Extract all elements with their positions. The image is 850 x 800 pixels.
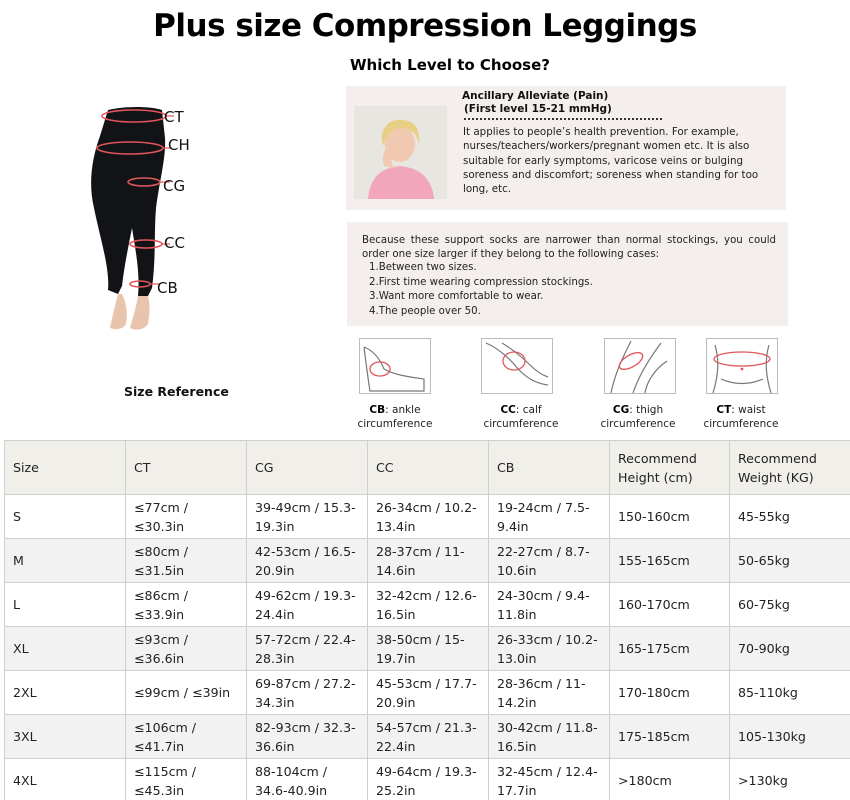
cell-cg: 49-62cm / 19.3-24.4in [247,583,368,627]
header-weight: Recommend Weight (KG) [730,441,850,495]
compression-level-card [346,86,786,210]
cell-cb: 28-36cm / 11-14.2in [489,671,610,715]
level-heading: Ancillary Alleviate (Pain) [462,90,609,102]
ankle-line2: circumference [357,418,433,430]
advice-intro: Because these support socks are narrower than normal stockings, you could order one size larger if they belong to the following cases: [362,235,776,260]
calf-measure-icon [481,338,553,394]
thigh-desc: : thigh [629,404,664,416]
cell-cb: 24-30cm / 9.4-11.8in [489,583,610,627]
table-row [5,495,850,539]
level-description: It applies to people’s health prevention. For example, nurses/teachers/workers/pregnant women etc. It is also suitable for early symptoms, varicose veins or bulging soreness and discomfort; soreness when standing for too long, etc. [463,126,759,196]
table-row [5,539,850,583]
cell-cb: 32-45cm / 12.4-17.7in [489,759,610,800]
size-chart-table [4,440,850,800]
cell-cg: 88-104cm / 34.6-40.9in [247,759,368,800]
header-height: Recommend Height (cm) [610,441,730,495]
cell-cc: 49-64cm / 19.3-25.2in [368,759,489,800]
cell-height: 165-175cm [610,627,730,671]
header-cb: CB [489,441,610,495]
table-row [5,715,850,759]
table-row [5,627,850,671]
cell-cb: 26-33cm / 10.2-13.0in [489,627,610,671]
level-subheading: (First level 15-21 mmHg) [464,103,612,115]
cell-size: 3XL [5,715,126,759]
header-cg: CG [247,441,368,495]
ankle-code: CB [369,404,386,416]
size-reference-label: Size Reference [124,384,229,399]
cell-cc: 26-34cm / 10.2-13.4in [368,495,489,539]
cell-size: L [5,583,126,627]
cell-ct: ≤115cm / ≤45.3in [126,759,247,800]
leggings-figure [70,98,210,338]
thigh-caption [578,403,698,431]
table-row [5,583,850,627]
advice-item: 1.Between two sizes. [369,262,477,273]
cell-cg: 82-93cm / 32.3-36.6in [247,715,368,759]
cell-ct: ≤77cm / ≤30.3in [126,495,247,539]
cell-height: 170-180cm [610,671,730,715]
label-cc: CC [164,234,185,252]
waist-line2: circumference [703,418,779,430]
table-row [5,759,850,800]
cell-cg: 42-53cm / 16.5-20.9in [247,539,368,583]
cell-cc: 54-57cm / 21.3-22.4in [368,715,489,759]
cell-cg: 69-87cm / 27.2-34.3in [247,671,368,715]
cell-weight: >130kg [730,759,850,800]
header-cc: CC [368,441,489,495]
table-row [5,671,850,715]
thigh-line2: circumference [600,418,676,430]
cell-height: 160-170cm [610,583,730,627]
ankle-desc: : ankle [385,404,421,416]
dotted-divider [464,118,662,120]
woman-headache-photo [354,106,447,199]
ankle-caption [335,403,455,431]
cell-weight: 50-65kg [730,539,850,583]
cell-cc: 45-53cm / 17.7-20.9in [368,671,489,715]
page-title: Plus size Compression Leggings [153,8,697,44]
calf-caption [461,403,581,431]
thigh-code: CG [612,404,630,416]
advice-item: 3.Want more comfortable to wear. [369,291,544,302]
cell-height: >180cm [610,759,730,800]
cell-cg: 39-49cm / 15.3-19.3in [247,495,368,539]
cell-size: M [5,539,126,583]
cell-weight: 85-110kg [730,671,850,715]
waist-desc: : waist [731,404,766,416]
thigh-measure-icon [604,338,676,394]
cell-cc: 38-50cm / 15-19.7in [368,627,489,671]
cell-weight: 70-90kg [730,627,850,671]
cell-cc: 32-42cm / 12.6-16.5in [368,583,489,627]
cell-cb: 19-24cm / 7.5-9.4in [489,495,610,539]
cell-size: 2XL [5,671,126,715]
cell-ct: ≤86cm / ≤33.9in [126,583,247,627]
cell-height: 150-160cm [610,495,730,539]
advice-item: 4.The people over 50. [369,305,481,317]
cell-size: XL [5,627,126,671]
cell-cg: 57-72cm / 22.4-28.3in [247,627,368,671]
cell-height: 155-165cm [610,539,730,583]
header-size: Size [5,441,126,495]
advice-list [369,261,593,319]
label-ch: CH [168,136,190,154]
cell-weight: 60-75kg [730,583,850,627]
calf-code: CC [500,404,516,416]
cell-weight: 105-130kg [730,715,850,759]
ankle-measure-icon [359,338,431,394]
cell-cc: 28-37cm / 11-14.6in [368,539,489,583]
waist-caption [681,403,801,431]
cell-ct: ≤80cm / ≤31.5in [126,539,247,583]
cell-ct: ≤106cm / ≤41.7in [126,715,247,759]
waist-measure-icon [706,338,778,394]
page-subtitle: Which Level to Choose? [349,56,550,74]
cell-cb: 22-27cm / 8.7-10.6in [489,539,610,583]
cell-cb: 30-42cm / 11.8-16.5in [489,715,610,759]
cell-ct: ≤93cm / ≤36.6in [126,627,247,671]
advice-item: 2.First time wearing compression stockings. [369,276,593,288]
cell-weight: 45-55kg [730,495,850,539]
table-header-row [5,441,850,495]
label-ct: CT [164,108,184,126]
calf-line2: circumference [483,418,559,430]
leggings-illustration [70,98,210,338]
sizing-advice-card [347,222,788,326]
cell-size: 4XL [5,759,126,800]
calf-desc: : calf [515,404,542,416]
cell-size: S [5,495,126,539]
header-ct: CT [126,441,247,495]
label-cb: CB [157,279,178,297]
cell-ct: ≤99cm / ≤39in [126,671,247,715]
waist-code: CT [716,404,732,416]
cell-height: 175-185cm [610,715,730,759]
label-cg: CG [163,177,186,195]
